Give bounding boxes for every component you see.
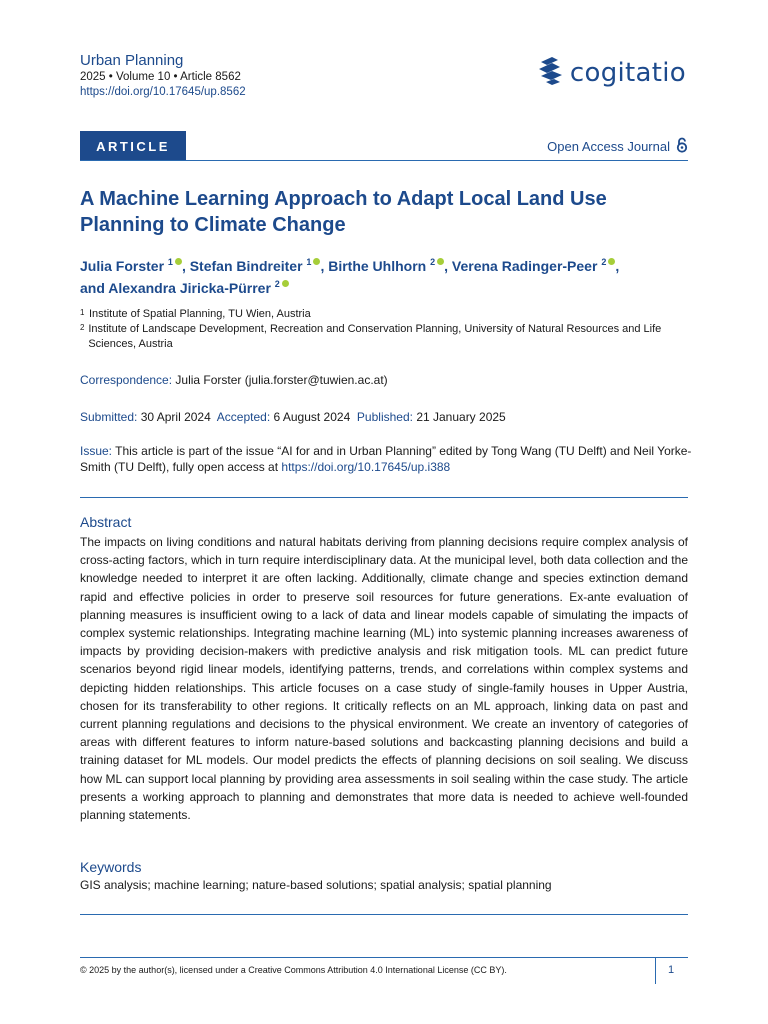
open-access-text: Open Access Journal — [547, 139, 670, 154]
keywords-text: GIS analysis; machine learning; nature-based solutions; spatial analysis; spatial planning — [80, 878, 552, 892]
submitted-date: 30 April 2024 — [140, 410, 211, 424]
issue-text: This article is part of the issue “AI for and in Urban Planning” edited by Tong Wang (TU Delft) and Neil Yorke-Smith (TU Delft), fully open access at — [80, 444, 692, 474]
author[interactable]: Stefan Bindreiter $^1$ — [190, 258, 321, 274]
affiliation-text: Institute of Landscape Development, Recreation and Conservation Planning, University of Natural Resources and Life Sciences, Austria — [88, 323, 662, 350]
affiliation-number: 2 — [80, 323, 85, 332]
published-label: Published: — [356, 410, 413, 424]
affiliation-text: Institute of Spatial Planning, TU Wien, Austria — [89, 308, 311, 320]
abstract-text: The impacts on living conditions and natural habitats deriving from planning decisions require complex analysis of cross-acting factors, which in turn require interdisciplinary data. At the municipal level, both data collection and the knowledge needed to interpret it are often lacking. Additionally, climate change and species extinction demand rapid and effective policies in order to preserve soil resources for future generations. Ex-ante evaluation of planning measures is insufficient owing to a lack of data and linear models capable of simulating the impacts of complex systemic relationships. Integrating machine learning (ML) into systemic planning increases awareness of impacts by providing decision-makers with predictive analysis and risk mitigation tools. ML can predict future scenarios beyond rigid linear models, identifying patterns, trends, and correlations within complex systems and depicting hidden relationships. This article focuses on a case study of single-family houses in Upper Austria, chosen for its transferability to other regions. It critically reflects on an ML approach, linking data on past and current planning regulations and decisions to the physical environment. We create an inventory of categories of areas with different features to inform nature-based solutions and backcasting planning decisions and build a training dataset for ML models. Our model predicts the effects of planning decisions on soil sealing. We discuss how ML can support local planning by providing area assessments in soil sealing within the case study. The article presents a working approach to planning and demonstrates that more data is needed to achieve well-founded planning statements. — [80, 535, 688, 823]
page-number: 1 — [668, 964, 675, 976]
article-dates — [80, 409, 506, 425]
publisher-logo[interactable] — [538, 54, 686, 91]
correspondence-label: Correspondence: — [80, 373, 173, 387]
issue-note — [80, 443, 692, 475]
footer-divider — [655, 958, 656, 984]
journal-meta: 2025 • Volume 10 • Article 8562 — [80, 71, 241, 83]
cogitatio-logo-icon — [538, 54, 564, 91]
open-access-lock-icon — [676, 137, 688, 156]
issue-label: Issue: — [80, 444, 113, 458]
article-type-badge: ARTICLE — [80, 131, 186, 161]
section-divider — [80, 497, 688, 498]
logo-wordmark: cogitatio — [569, 57, 686, 88]
affiliation-number: 1 — [80, 308, 85, 317]
correspondence — [80, 372, 388, 388]
header-rule — [80, 160, 688, 161]
author[interactable]: and Alexandra Jiricka-Pürrer $^2$ — [80, 280, 289, 296]
keywords-heading: Keywords — [80, 859, 142, 875]
section-divider — [80, 914, 688, 915]
abstract-heading: Abstract — [80, 514, 132, 530]
orcid-icon[interactable] — [175, 258, 182, 265]
license-text[interactable]: © 2025 by the author(s), licensed under a Creative Commons Attribution 4.0 International License (CC BY). — [80, 965, 507, 975]
journal-name[interactable]: Urban Planning — [80, 52, 184, 69]
orcid-icon[interactable] — [282, 280, 289, 287]
affiliation-item — [80, 322, 700, 352]
author-list: Julia Forster $^1$ , Stefan Bindreiter $^1$ , Birthe Uhlhorn $^2$ , Verena Radinger-Peer $^2$ , and Alexandra Jiricka-Pürrer $^2$ — [80, 257, 620, 296]
footer-rule — [80, 957, 688, 958]
issue-link[interactable]: https://doi.org/10.17645/up.i388 — [281, 460, 451, 474]
journal-header — [80, 52, 246, 100]
submitted-label: Submitted: — [80, 410, 138, 424]
open-access-label — [547, 137, 688, 156]
author[interactable]: Julia Forster $^1$ — [80, 258, 182, 274]
author[interactable]: Verena Radinger-Peer $^2$ — [452, 258, 615, 274]
correspondence-text[interactable]: Julia Forster (julia.forster@tuwien.ac.at) — [175, 373, 388, 387]
article-doi-link[interactable]: https://doi.org/10.17645/up.8562 — [80, 86, 246, 98]
accepted-label: Accepted: — [216, 410, 271, 424]
accepted-date: 6 August 2024 — [273, 410, 351, 424]
published-date: 21 January 2025 — [416, 410, 506, 424]
affiliations — [80, 307, 700, 352]
affiliation-item — [80, 307, 700, 322]
author[interactable]: Birthe Uhlhorn $^2$ — [328, 258, 444, 274]
article-title: A Machine Learning Approach to Adapt Local Land Use Planning to Climate Change — [80, 188, 607, 236]
